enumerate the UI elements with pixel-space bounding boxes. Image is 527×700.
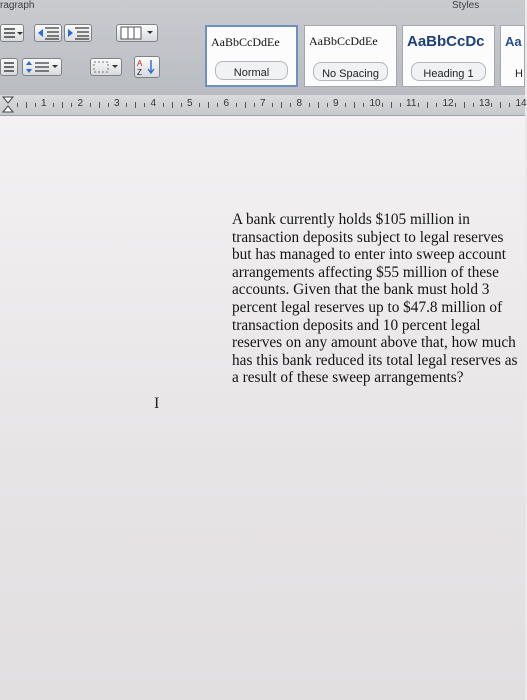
style-heading-2[interactable] [500, 25, 525, 87]
ruler-tick [455, 103, 456, 107]
align-button[interactable] [0, 58, 18, 76]
ruler-number: 8 [296, 98, 303, 109]
columns-icon [117, 25, 157, 41]
decrease-indent-icon [35, 25, 61, 41]
question-text: A bank currently holds $105 million in transaction deposits subject to legal reserves but has managed to enter into sweep account arrangements affecting $55 million of these accounts. Given that the bank must hold 3 percent legal reserves up to $47.8 million of transaction deposits and 10 percent legal reserves on any amount above that, how much has this bank reduced its total legal reserves as a result of these sweep arrangements? [232, 211, 518, 387]
ruler-tick [427, 102, 428, 108]
ruler-tick [35, 103, 36, 107]
line-spacing-button[interactable] [22, 58, 62, 76]
ruler-number: 11 [406, 98, 417, 109]
ruler-tick [345, 103, 346, 107]
ruler-number: 5 [187, 98, 193, 109]
shading-button[interactable] [90, 58, 122, 76]
decrease-indent-button[interactable] [34, 24, 62, 42]
ribbon [0, 0, 525, 95]
ruler-tick [400, 103, 401, 107]
shading-icon [91, 59, 121, 75]
ruler-number: 13 [479, 98, 491, 109]
text-cursor-icon: I [154, 395, 160, 412]
ruler-tick [208, 102, 209, 108]
ruler-tick [473, 103, 474, 107]
ruler-tick [418, 103, 419, 107]
ruler-tick [272, 103, 273, 107]
ruler-tick [144, 103, 145, 107]
increase-indent-icon [65, 25, 91, 41]
ruler-tick [327, 103, 328, 107]
style-sample: AaBbCcDc [407, 33, 485, 50]
ruler-number: 9 [333, 98, 339, 109]
ruler-tick [363, 103, 364, 107]
ruler-tick [17, 103, 18, 107]
ruler-tick [99, 102, 100, 108]
ruler-tick [464, 102, 465, 108]
columns-button[interactable] [116, 24, 158, 42]
ruler-tick [217, 103, 218, 107]
ruler-tick [236, 103, 237, 107]
style-heading-1[interactable] [402, 25, 495, 87]
ruler-tick [90, 103, 91, 107]
justify-icon [1, 25, 23, 41]
align-icon [1, 59, 17, 75]
ruler-tick [26, 102, 27, 108]
ruler-number: 12 [442, 98, 454, 109]
paragraph-group-label: ragraph [0, 0, 35, 11]
ruler-tick [126, 103, 127, 107]
style-name: No Spacing [322, 68, 379, 80]
justify-button[interactable] [0, 24, 24, 42]
ruler-tick [491, 103, 492, 107]
ruler-tick [199, 103, 200, 107]
ruler-tick [53, 103, 54, 107]
ruler-number: 14 [515, 98, 527, 109]
ruler-tick [108, 103, 109, 107]
ruler-tick [309, 103, 310, 107]
style-name: Heading 1 [423, 68, 474, 80]
ruler-tick [290, 103, 291, 107]
style-name: Normal [233, 67, 270, 79]
document-page[interactable] [0, 116, 525, 700]
svg-text:Z: Z [137, 68, 142, 77]
svg-text:A: A [137, 59, 143, 68]
ruler-tick [181, 103, 182, 107]
style-sample: Aa [505, 34, 522, 49]
ruler-tick [318, 102, 319, 108]
ruler-number: 7 [260, 98, 266, 109]
style-no-spacing[interactable] [304, 25, 397, 87]
ruler-number: 3 [114, 98, 120, 109]
style-name: H [515, 68, 523, 80]
ruler-number: 2 [77, 98, 84, 109]
ruler-tick [71, 103, 72, 107]
ruler-tick [135, 102, 136, 108]
ruler-tick [172, 102, 173, 108]
ruler-tick [500, 102, 501, 108]
ruler-tick [245, 102, 246, 108]
sort-az-icon [135, 57, 159, 77]
ruler-tick [281, 102, 282, 108]
style-sample: AaBbCcDdEe [211, 35, 280, 49]
increase-indent-button[interactable] [64, 24, 92, 42]
ruler-number: 10 [369, 98, 381, 109]
ruler-tick [163, 103, 164, 107]
ruler-number: 4 [150, 98, 157, 109]
sort-button[interactable] [134, 56, 160, 78]
ruler-tick [382, 103, 383, 107]
line-spacing-icon [23, 59, 61, 75]
ruler-tick [254, 103, 255, 107]
ruler-tick [354, 102, 355, 108]
ruler-tick [391, 102, 392, 108]
indent-marker-icon[interactable] [0, 95, 16, 115]
ruler [0, 95, 525, 116]
ruler-tick [62, 102, 63, 108]
styles-group-label: Styles [452, 0, 480, 11]
ruler-number: 1 [41, 98, 47, 109]
ruler-tick [509, 103, 510, 107]
style-normal[interactable] [205, 25, 298, 87]
ruler-number: 6 [223, 98, 230, 109]
style-sample: AaBbCcDdEe [309, 34, 378, 48]
ruler-tick [436, 103, 437, 107]
